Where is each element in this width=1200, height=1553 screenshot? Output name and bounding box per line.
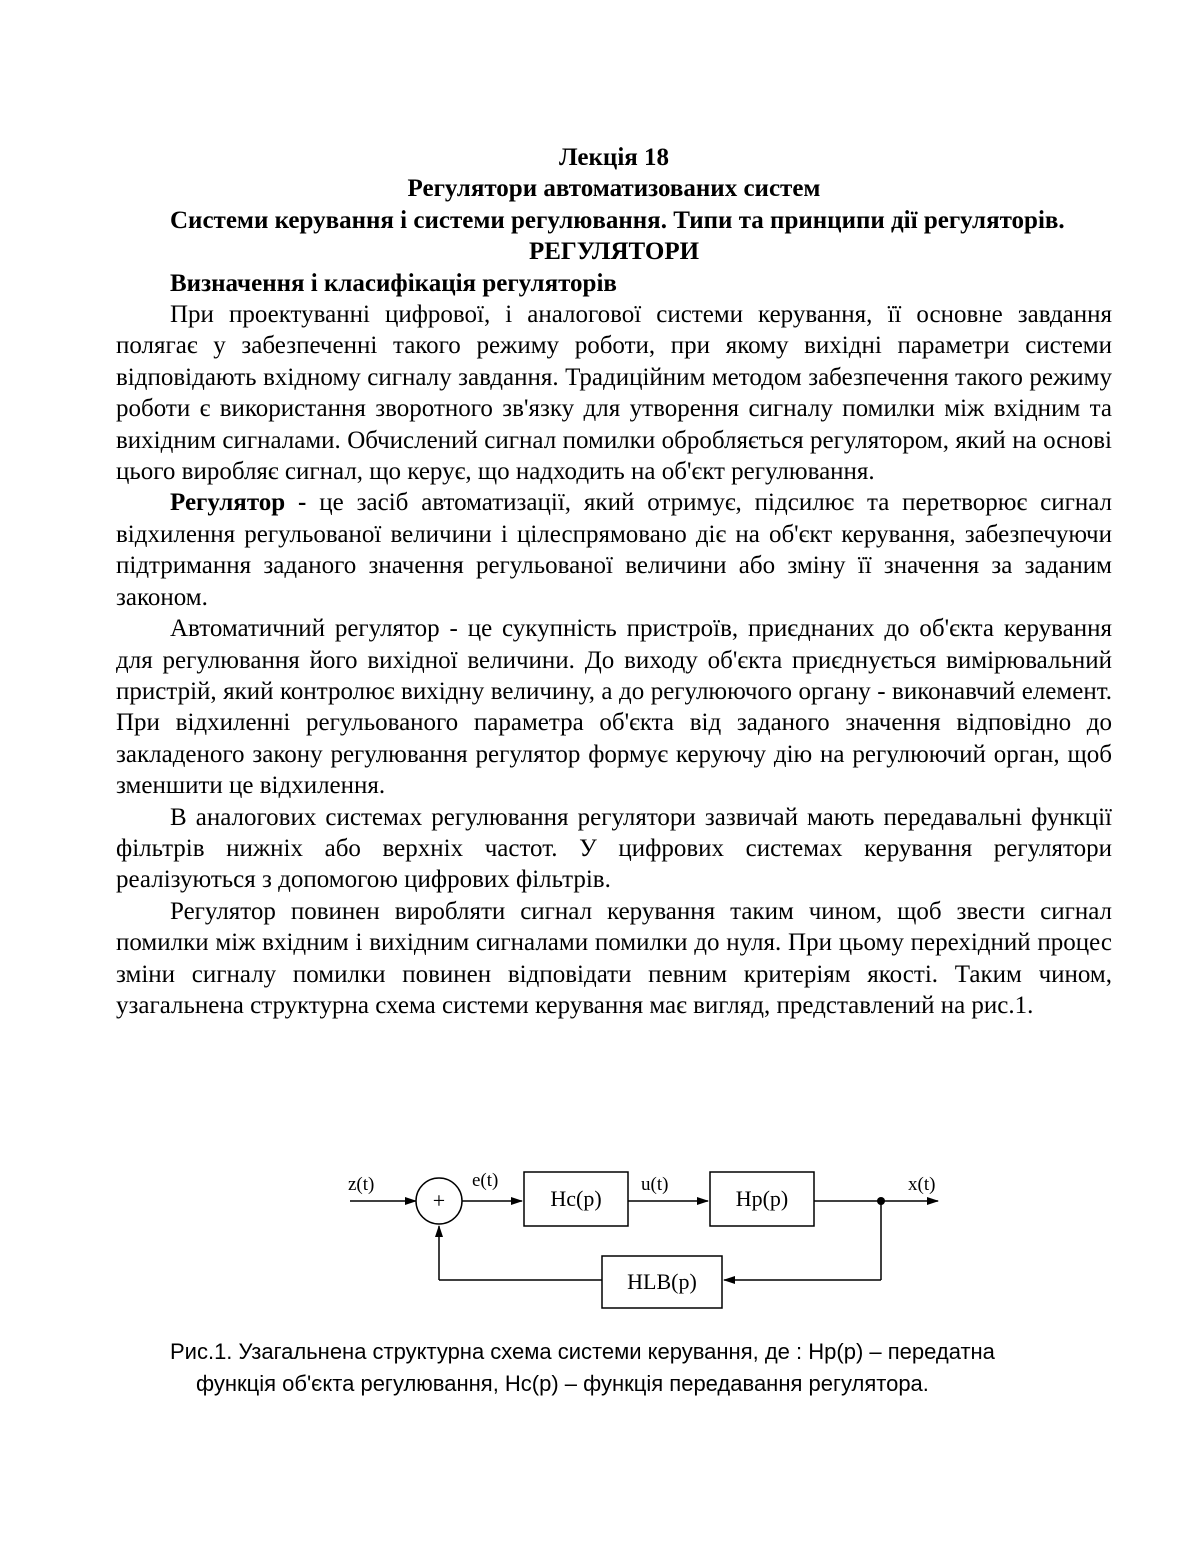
summer-symbol: + xyxy=(432,1188,446,1213)
paragraph-2 xyxy=(116,487,1112,613)
controller-label: Hc(p) xyxy=(550,1186,602,1211)
subsection-heading: Визначення і класифікація регуляторів xyxy=(170,269,617,297)
plant-label: Hp(p) xyxy=(735,1186,789,1211)
error-label: e(t) xyxy=(472,1170,499,1191)
output-label: x(t) xyxy=(908,1174,936,1195)
caption-line-1: Рис.1. Узагальнена структурна схема системи керування, де : Hp(p) – передатна xyxy=(170,1339,995,1364)
document-page xyxy=(116,142,1112,1021)
paragraph-3: Автоматичний регулятор - це сукупність пристроїв, приєднаних до об'єкта керування для регулювання його вихідної величини. До виходу об'єкта приєднується вимірювальний пристрій, який контролює вихідну величину, а до регулюючого органу - виконавчий елемент. При відхиленні регульованого параметра об'єкта від заданого значення відповідно до закладеного закону регулювання регулятор формує керуючу дію на регулюючий орган, щоб зменшити це відхилення. xyxy=(116,615,1112,800)
input-label: z(t) xyxy=(348,1174,375,1195)
section-heading: РЕГУЛЯТОРИ xyxy=(528,238,700,266)
paragraph-5: Регулятор повинен виробляти сигнал керування таким чином, щоб звести сигнал помилки між вхідним і вихідним сигналами помилки до нуля. При цьому перехідний процес зміни сигналу помилки повинен відповідати певним критеріям якості. Таким чином, узагальнена структурна схема системи керування має вигляд, представлений на рис.1. xyxy=(116,897,1112,1019)
paragraph-1: При проектуванні цифрової, і аналогової системи керування, її основне завдання полягає у забезпеченні такого режиму роботи, при якому вихідні параметри системи відповідають вхідному сигналу завдання. Традиційним методом забезпечення такого режиму роботи є використання зворотного зв'язку для утворення сигналу помилки між вхідним та вихідним сигналами. Обчислений сигнал помилки обробляється регулятором, який на основі цього виробляє сигнал, що керує, що надходить на об'єкт регулювання. xyxy=(116,301,1112,486)
paragraph-4: В аналогових системах регулювання регулятори зазвичай мають передавальні функції фільтрів нижніх або верхніх частот. У цифрових системах керування регулятори реалізуються з допомогою цифрових фільтрів. xyxy=(116,803,1112,894)
caption-line-2: функція об'єкта регулювання, Hc(p) – функція передавання регулятора. xyxy=(196,1371,929,1396)
lecture-title: Лекція 18 xyxy=(558,144,670,171)
control-label: u(t) xyxy=(641,1174,669,1195)
figure-caption xyxy=(170,1336,1120,1400)
block-diagram xyxy=(340,1162,960,1322)
feedback-label: HLB(p) xyxy=(627,1269,697,1294)
paragraph-2-text: це засіб автоматизації, який отримує, підсилює та перетворює сигнал відхилення регульованої величини і цілеспрямовано діє на об'єкт керування, забезпечуючи підтримання заданого значення регульованої величини або зміну її значення за заданим законом. xyxy=(116,489,1112,611)
lecture-subtitle: Регулятори автоматизованих систем xyxy=(407,175,821,203)
term-regulator: Регулятор - xyxy=(170,489,307,517)
lecture-topic: Системи керування і системи регулювання. Типи та принципи дії регуляторів. xyxy=(170,206,1065,234)
